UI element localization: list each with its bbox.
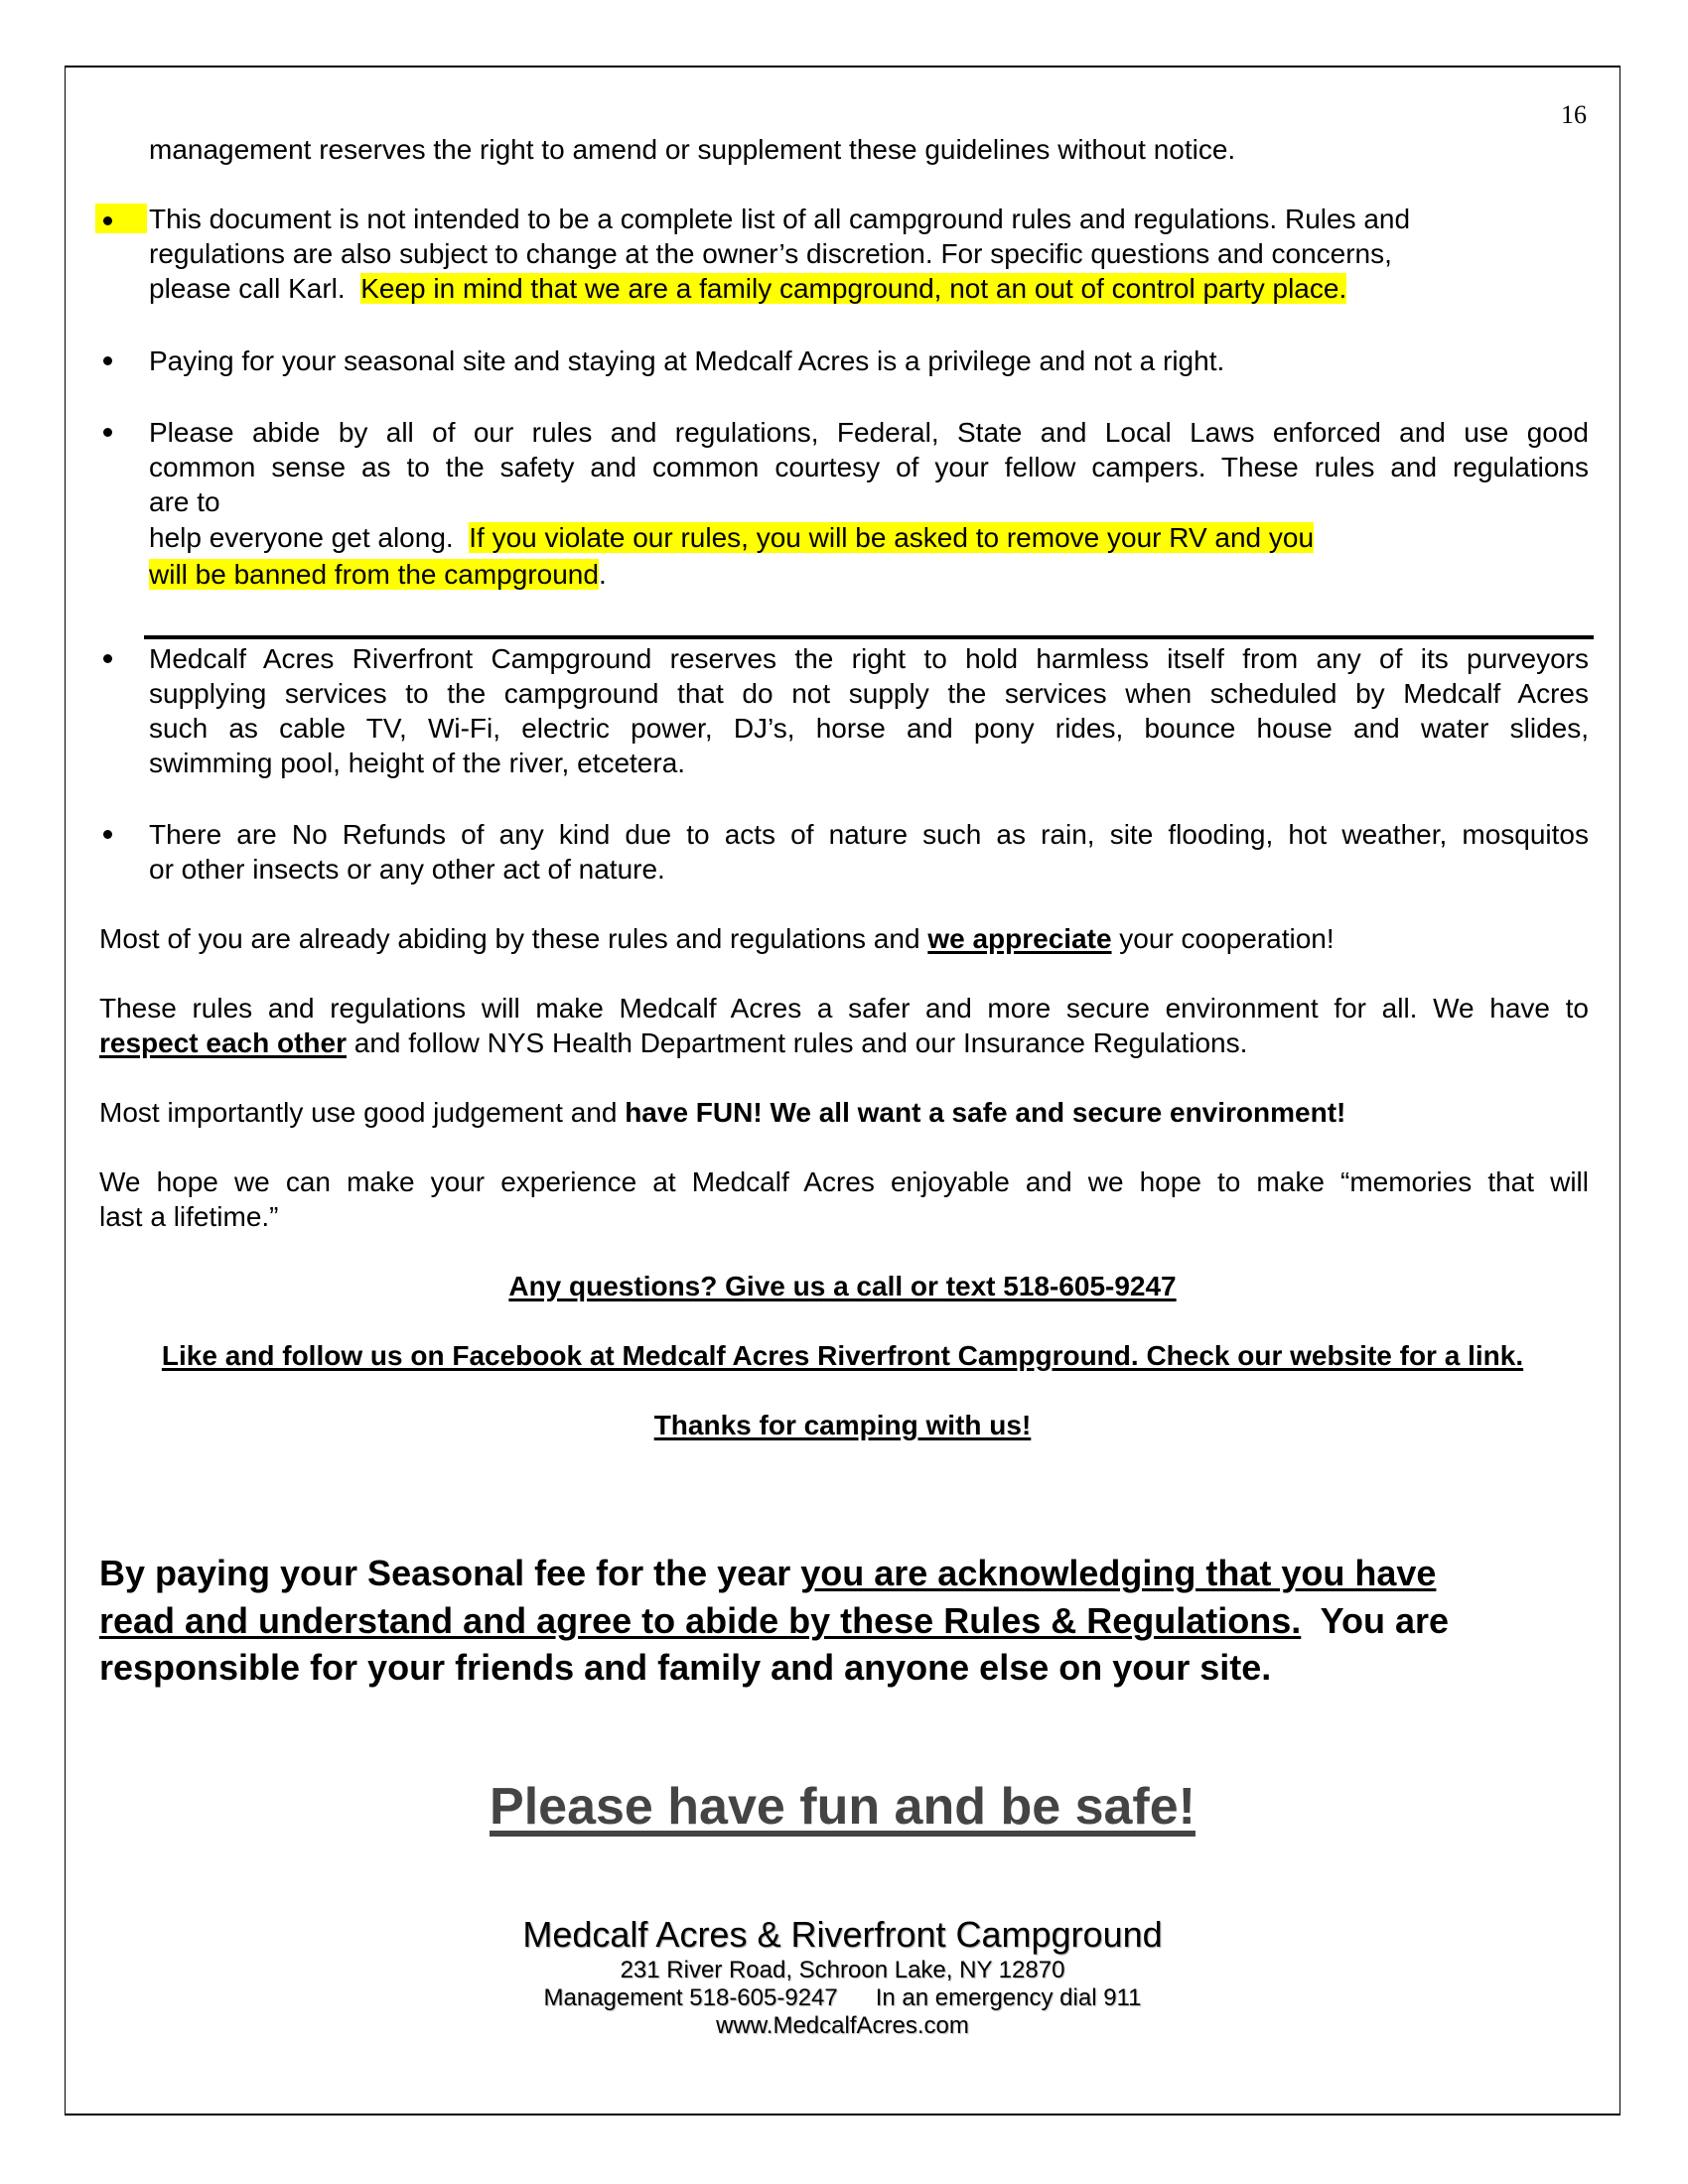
acknowledgement-line-2 xyxy=(99,1597,1449,1645)
footer-emergency: In an emergency dial 911 xyxy=(875,1984,1142,2011)
facebook-line xyxy=(65,1338,1620,1373)
safer-paragraph-line-2 xyxy=(99,1025,1247,1060)
bullet-3-line-4 xyxy=(149,520,1314,555)
page-number: 16 xyxy=(1561,100,1587,129)
bullet-3-line-1: Please abide by all of our rules and regulations, Federal, State and Local Laws enforced and use good xyxy=(149,417,1589,448)
acknowledgement-emphasis: read and understand and agree to abide by these Rules & Regulations. xyxy=(99,1600,1302,1641)
bullet-dot-icon xyxy=(103,830,112,839)
bullet-1-line-2: regulations are also subject to change at the owner’s discretion. For specific questions and concerns, xyxy=(149,238,1392,269)
closing-line xyxy=(65,1777,1620,1837)
hope-paragraph-line-1: We hope we can make your experience at Medcalf Acres enjoyable and we hope to make “memories that will xyxy=(99,1166,1589,1197)
abiding-paragraph xyxy=(99,921,1335,956)
bullet-5-line-1: There are No Refunds of any kind due to acts of nature such as rain, site flooding, hot weather, mosquitos xyxy=(149,819,1589,850)
thanks-line xyxy=(65,1408,1620,1442)
safer-paragraph-line-1: These rules and regulations will make Medcalf Acres a safer and more secure environment for all. We have to xyxy=(99,993,1589,1024)
bullet-3-line-2: common sense as to the safety and common courtesy of your fellow campers. These rules and regulations xyxy=(149,452,1589,482)
bullet-dot-icon xyxy=(103,216,112,225)
acknowledgement-line-3: responsible for your friends and family and anyone else on your site. xyxy=(99,1647,1272,1688)
bullet-dot-icon xyxy=(103,654,112,663)
bullet-2-text: Paying for your seasonal site and staying at Medcalf Acres is a privilege and not a right. xyxy=(149,345,1225,376)
questions-text: Any questions? Give us a call or text 518-605-9247 xyxy=(508,1271,1177,1301)
important-paragraph xyxy=(99,1095,1345,1130)
footer-management-phone: Management 518-605-9247 xyxy=(543,1984,838,2011)
bullet-3-line-5 xyxy=(149,557,607,592)
paragraph-text: and follow NYS Health Department rules and our Insurance Regulations. xyxy=(347,1027,1248,1058)
bullet-1-line-1: This document is not intended to be a complete list of all campground rules and regulations. Rules and xyxy=(149,204,1411,234)
emphasis-text: respect each other xyxy=(99,1027,347,1058)
bullet-marker xyxy=(95,204,147,233)
bullet-1-text: please call Karl. xyxy=(149,273,361,304)
thanks-text: Thanks for camping with us! xyxy=(653,1410,1032,1440)
bullet-marker xyxy=(95,343,147,373)
horizontal-rule xyxy=(144,635,1594,639)
bullet-5-line-2: or other insects or any other act of nature. xyxy=(149,854,665,885)
closing-text: Please have fun and be safe! xyxy=(490,1778,1196,1836)
paragraph-text: Most of you are already abiding by these rules and regulations and xyxy=(99,923,928,954)
acknowledgement-text: You are xyxy=(1301,1600,1449,1641)
bullet-3-tail: . xyxy=(598,559,607,590)
bullet-4-line-1: Medcalf Acres Riverfront Campground reserves the right to hold harmless itself from any of its purveyors xyxy=(149,643,1589,674)
emphasis-text: have FUN! We all want a safe and secure environment! xyxy=(625,1097,1346,1128)
footer-address: 231 River Road, Schroon Lake, NY 12870 xyxy=(620,1957,1065,1983)
hope-paragraph-line-2: last a lifetime.” xyxy=(99,1201,279,1232)
bullet-4-line-3: such as cable TV, Wi-Fi, electric power, DJ’s, horse and pony rides, bounce house and water slides, xyxy=(149,713,1589,744)
acknowledgement-emphasis: you are acknowledging that you have xyxy=(800,1553,1437,1593)
intro-line: management reserves the right to amend or supplement these guidelines without notice. xyxy=(149,134,1236,165)
footer-campground-name: Medcalf Acres & Riverfront Campground xyxy=(522,1914,1163,1955)
highlighted-text: Keep in mind that we are a family campground, not an out of control party place. xyxy=(360,273,1347,304)
bullet-1-line-3 xyxy=(149,271,1346,306)
acknowledgement-text: By paying your Seasonal fee for the year xyxy=(99,1553,801,1593)
bullet-dot-icon xyxy=(103,356,112,365)
paragraph-text: your cooperation! xyxy=(1111,923,1335,954)
acknowledgement-line-1 xyxy=(99,1550,1436,1597)
facebook-text: Like and follow us on Facebook at Medcalf Acres Riverfront Campground. Check our website for a link. xyxy=(161,1340,1524,1371)
footer-website[interactable]: www.MedcalfAcres.com xyxy=(716,2012,969,2039)
bullet-marker xyxy=(95,415,147,445)
bullet-4-line-2: supplying services to the campground that do not supply the services when scheduled by Medcalf Acres xyxy=(149,678,1589,709)
bullet-marker xyxy=(95,641,147,671)
emphasis-text: we appreciate xyxy=(927,923,1112,954)
questions-line xyxy=(65,1269,1620,1303)
footer-contact xyxy=(65,1984,1620,2012)
bullet-dot-icon xyxy=(103,428,112,437)
paragraph-text: Most importantly use good judgement and xyxy=(99,1097,626,1128)
bullet-3-text: help everyone get along. xyxy=(149,522,470,553)
bullet-4-line-4: swimming pool, height of the river, etcetera. xyxy=(149,748,686,778)
bullet-marker xyxy=(95,817,147,847)
highlighted-text: will be banned from the campground xyxy=(149,559,599,590)
highlighted-text: If you violate our rules, you will be asked to remove your RV and you xyxy=(469,522,1315,553)
bullet-3-line-3: are to xyxy=(149,486,220,517)
